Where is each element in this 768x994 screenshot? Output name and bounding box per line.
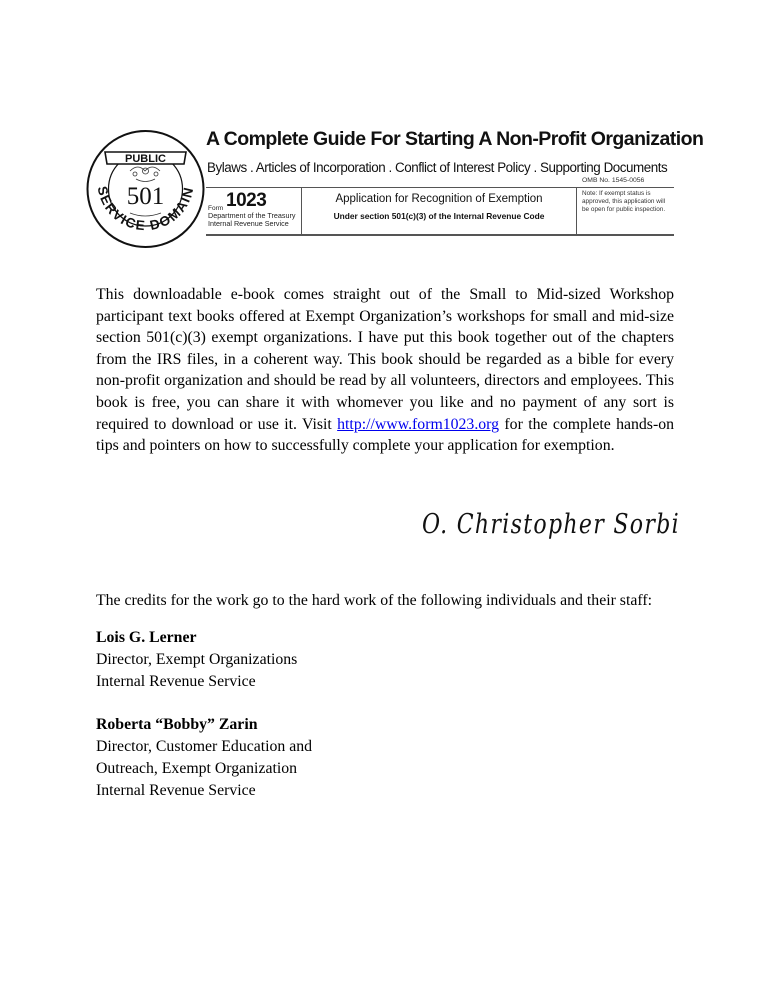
inspection-note: Note: If exempt status is approved, this application will be open for public inspection. xyxy=(582,190,666,213)
form1023-link[interactable]: http://www.form1023.org xyxy=(337,415,500,433)
credit-person-1 xyxy=(96,627,297,693)
person-title: Outreach, Exempt Organization xyxy=(96,760,298,777)
omb-number: OMB No. 1545-0056 xyxy=(582,177,645,184)
signature-text: O. Christopher Sorbi xyxy=(422,509,680,540)
person-title: Director, Customer Education and xyxy=(96,738,313,755)
credit-person-2 xyxy=(96,714,312,802)
form-label: Form xyxy=(208,205,224,212)
seal-top-word: PUBLIC xyxy=(125,153,166,165)
public-service-domain-seal xyxy=(86,127,205,251)
credits-intro: The credits for the work go to the hard work of the following individuals and their staff: xyxy=(96,592,652,609)
department-label: Department of the Treasury Internal Revenue Service xyxy=(208,211,296,229)
application-title: Application for Recognition of Exemption xyxy=(335,193,543,205)
intro-paragraph: This downloadable e-book comes straight out of the Small to Mid-sized Workshop participant text books offered at Exempt Organization’s workshops for small and mid-size section 501(c)(3) exempt organizations. I have put this book together out of the chapters from the IRS files, in a coherent way. This book should be regarded as a bible for every non-profit organization and should be read by all volunteers, directors and employees. This book is free, you can share it with whomever you like and no payment of any sort is required to download or use it. Visit http://www.form1023.org for the complete hands-on tips and pointers on how to successfully complete your application for exemption. xyxy=(96,286,675,455)
person-name: Roberta “Bobby” Zarin xyxy=(96,716,258,733)
form-1023-header xyxy=(206,177,674,236)
person-org: Internal Revenue Service xyxy=(96,782,256,799)
guide-subtitle: Bylaws . Articles of Incorporation . Conflict of Interest Policy . Supporting Documents xyxy=(207,160,668,175)
application-subtitle: Under section 501(c)(3) of the Internal Revenue Code xyxy=(333,211,545,221)
person-title: Director, Exempt Organizations xyxy=(96,651,298,668)
divider xyxy=(206,187,674,188)
guide-title: A Complete Guide For Starting A Non-Profit Organization xyxy=(206,128,704,150)
divider xyxy=(576,187,577,234)
seal-number: 501 xyxy=(126,183,165,210)
person-name: Lois G. Lerner xyxy=(96,629,197,646)
person-org: Internal Revenue Service xyxy=(96,673,256,690)
seal-arc-text: SERVICE DOMAIN xyxy=(94,184,197,234)
form-number: 1023 xyxy=(226,190,267,211)
author-signature xyxy=(422,499,682,549)
